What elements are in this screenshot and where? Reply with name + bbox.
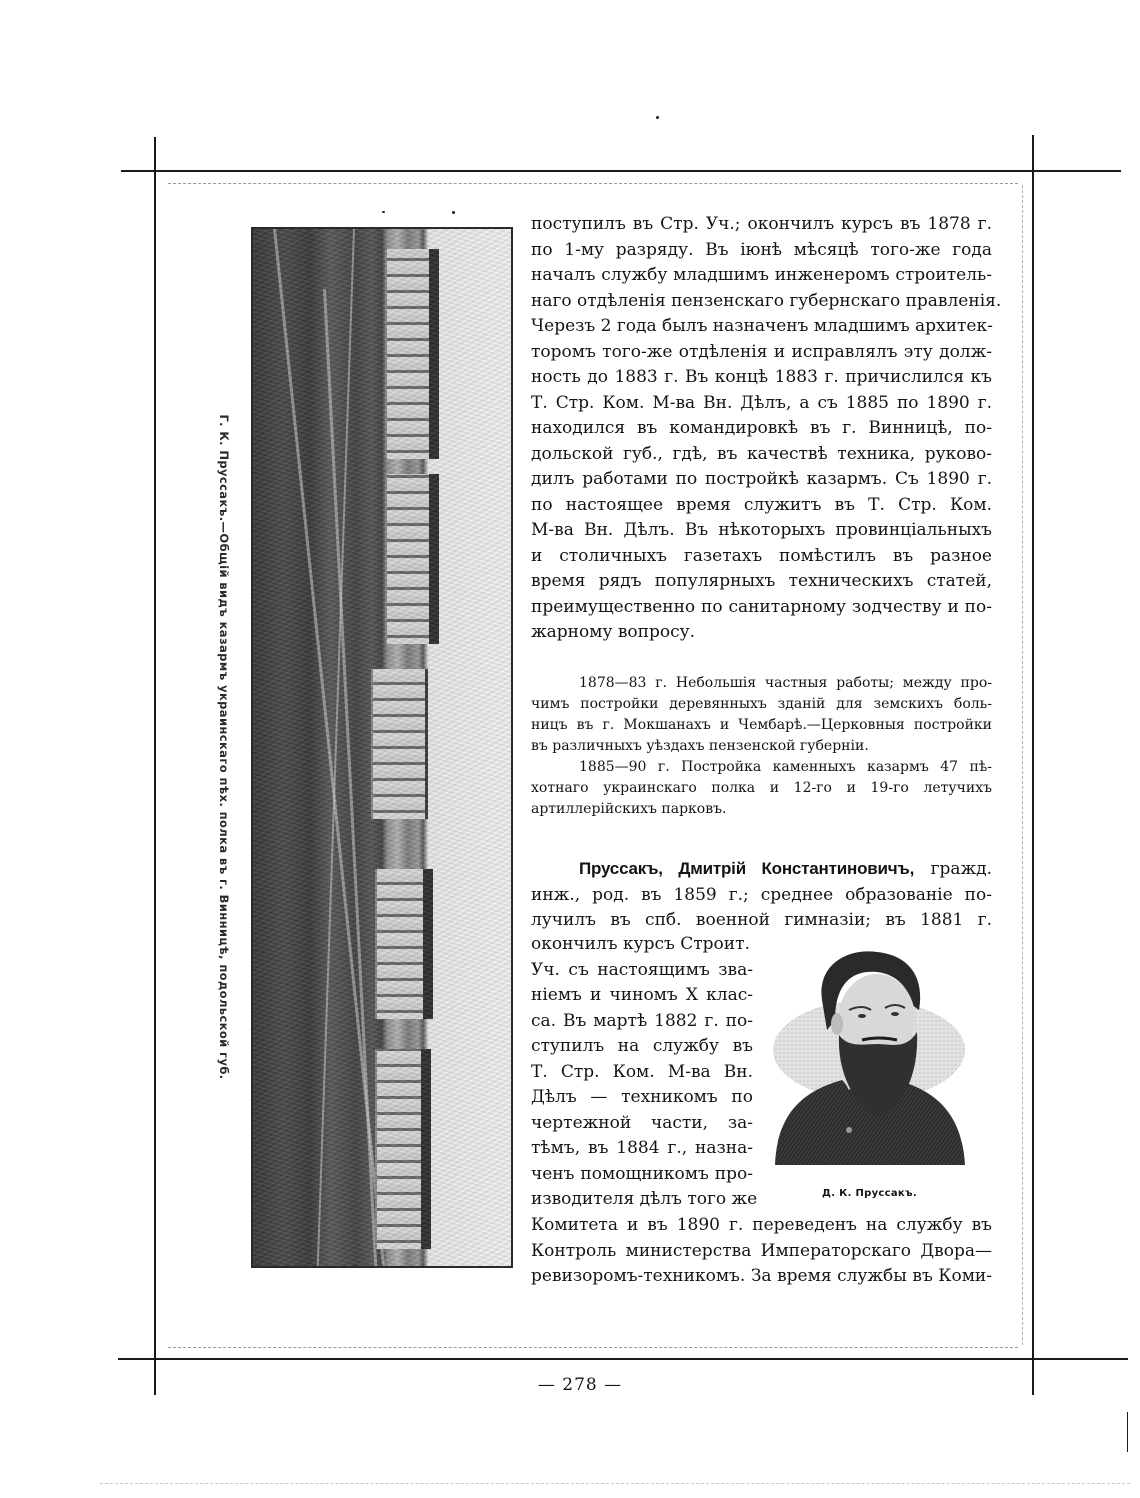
entry-prussak — [531, 856, 992, 934]
text-line: ницъ въ г. Мокшанахъ и Чембарѣ.—Церковныя постройки — [531, 717, 992, 733]
text-line: Т. Стр. Ком. М-ва Вн. Дѣлъ, а съ 1885 по 1890 г. — [531, 392, 992, 413]
bottom-scan-dashes — [100, 1483, 1130, 1484]
text-line: по 1-му разряду. Въ іюнѣ мѣсяцѣ того-же года — [531, 239, 992, 260]
speck-mark — [382, 211, 385, 213]
entry-narrow-text — [531, 932, 758, 1213]
text-line: дольской губ., гдѣ, въ качествѣ техника, руково- — [531, 443, 992, 464]
entry-first-line — [531, 856, 992, 883]
text-line: находился въ командировкѣ въ г. Винницѣ, по- — [531, 418, 992, 438]
text-line: ступилъ на службу въ — [531, 1036, 753, 1056]
entry-continued-text — [531, 1213, 992, 1290]
text-line: инж., род. въ 1859 г.; среднее образованіе по- — [531, 884, 992, 905]
text-line: окончилъ курсъ Строит. — [531, 934, 750, 954]
text-line: по настоящее время служитъ въ Т. Стр. Ком. — [531, 494, 992, 515]
portrait-caption: Д. К. Пруссакъ. — [822, 1188, 917, 1199]
text-line: началъ службу младшимъ инженеромъ строитель- — [531, 265, 992, 285]
text-line: чимъ постройки деревянныхъ зданій для земскихъ боль- — [531, 696, 992, 712]
text-line: хотнаго украинскаго полка и 12-го и 19-го летучихъ — [531, 780, 992, 796]
illustration-caption: Г. К. Пруссакъ.—Общій видъ казармъ украинскаго пѣх. полка въ г. Винницѣ, подольской губ. — [217, 414, 231, 1080]
text-line: преимущественно по санитарному зодчеству и по- — [531, 596, 992, 617]
text-line: Комитета и въ 1890 г. переведенъ на службу въ — [531, 1215, 992, 1235]
right-border-rule — [1032, 170, 1034, 1395]
inner-right-dashed-rule — [1022, 185, 1023, 1345]
text-line: Контроль министерства Императорскаго Двора— — [531, 1240, 992, 1261]
text-line: время рядъ популярныхъ техническихъ статей, — [531, 571, 992, 591]
text-line: Т. Стр. Ком. М-ва Вн. — [531, 1061, 753, 1082]
text-line: ченъ помощникомъ про- — [531, 1163, 753, 1184]
text-line: 1878—83 г. Небольшія частныя работы; между про- — [579, 675, 992, 691]
works-item-1878-83 — [531, 673, 992, 757]
text-line: Уч. съ настоящимъ зва- — [531, 959, 753, 980]
text-line: жарному вопросу. — [531, 622, 696, 642]
text-fragment: гражд. — [930, 859, 993, 879]
bottom-border-rule — [118, 1358, 1128, 1360]
works-list — [531, 673, 992, 820]
text-line: 1885—90 г. Постройка каменныхъ казармъ 47 пѣ- — [579, 759, 992, 775]
crop-mark-right-top — [1032, 135, 1034, 175]
left-border-rule — [154, 170, 156, 1395]
text-line: ность до 1883 г. Въ концѣ 1883 г. причислился къ — [531, 367, 992, 387]
portrait-image — [767, 940, 972, 1175]
previous-entry-text — [531, 212, 1002, 646]
inner-bottom-dashed-rule — [168, 1347, 1018, 1348]
portrait-engraving — [767, 940, 972, 1175]
photo-grain — [253, 229, 511, 1266]
top-border-rule — [121, 170, 1121, 172]
text-line: поступилъ въ Стр. Уч.; окончилъ курсъ въ 1878 г. — [531, 214, 992, 234]
text-line: лучилъ въ спб. военной гимназіи; въ 1881 г. — [531, 910, 992, 930]
text-line: М-ва Вн. Дѣлъ. Въ нѣкоторыхъ провинціальныхъ — [531, 520, 992, 540]
page-number: — 278 — — [537, 1375, 623, 1395]
text-line: ревизоромъ-техникомъ. За время службы въ Коми- — [531, 1266, 992, 1286]
text-line: изводителя дѣлъ того же — [531, 1189, 758, 1209]
text-line: въ различныхъ уѣздахъ пензенской губерніи. — [531, 738, 869, 754]
illustration-caption-container — [212, 227, 236, 1267]
text-line: торомъ того-же отдѣленія и исправлялъ эту долж- — [531, 341, 992, 362]
edge-mark — [1127, 1412, 1128, 1452]
text-line: Черезъ 2 года былъ назначенъ младшимъ архитек- — [531, 316, 993, 336]
text-line: и столичныхъ газетахъ помѣстилъ въ разное — [531, 545, 992, 566]
text-line: тѣмъ, въ 1884 г., назна- — [531, 1138, 753, 1158]
text-line: Дѣлъ — техникомъ по — [531, 1087, 753, 1107]
text-line: дилъ работами по постройкѣ казармъ. Съ 1890 г. — [531, 469, 992, 489]
speck-mark — [452, 211, 455, 214]
text-line: чертежной части, за- — [531, 1112, 753, 1133]
works-item-1885-90 — [531, 757, 992, 820]
inner-top-dashed-rule — [168, 183, 1018, 184]
barracks-photograph — [251, 227, 513, 1268]
text-line: артиллерійскихъ парковъ. — [531, 801, 727, 817]
speck-mark — [656, 116, 659, 119]
entry-name-heading: Пруссакъ, Дмитрій Константиновичъ, — [579, 859, 915, 878]
text-line: наго отдѣленія пензенскаго губернскаго правленія. — [531, 290, 1002, 311]
text-line: ніемъ и чиномъ X клас- — [531, 985, 753, 1005]
text-line: са. Въ мартѣ 1882 г. по- — [531, 1010, 753, 1031]
